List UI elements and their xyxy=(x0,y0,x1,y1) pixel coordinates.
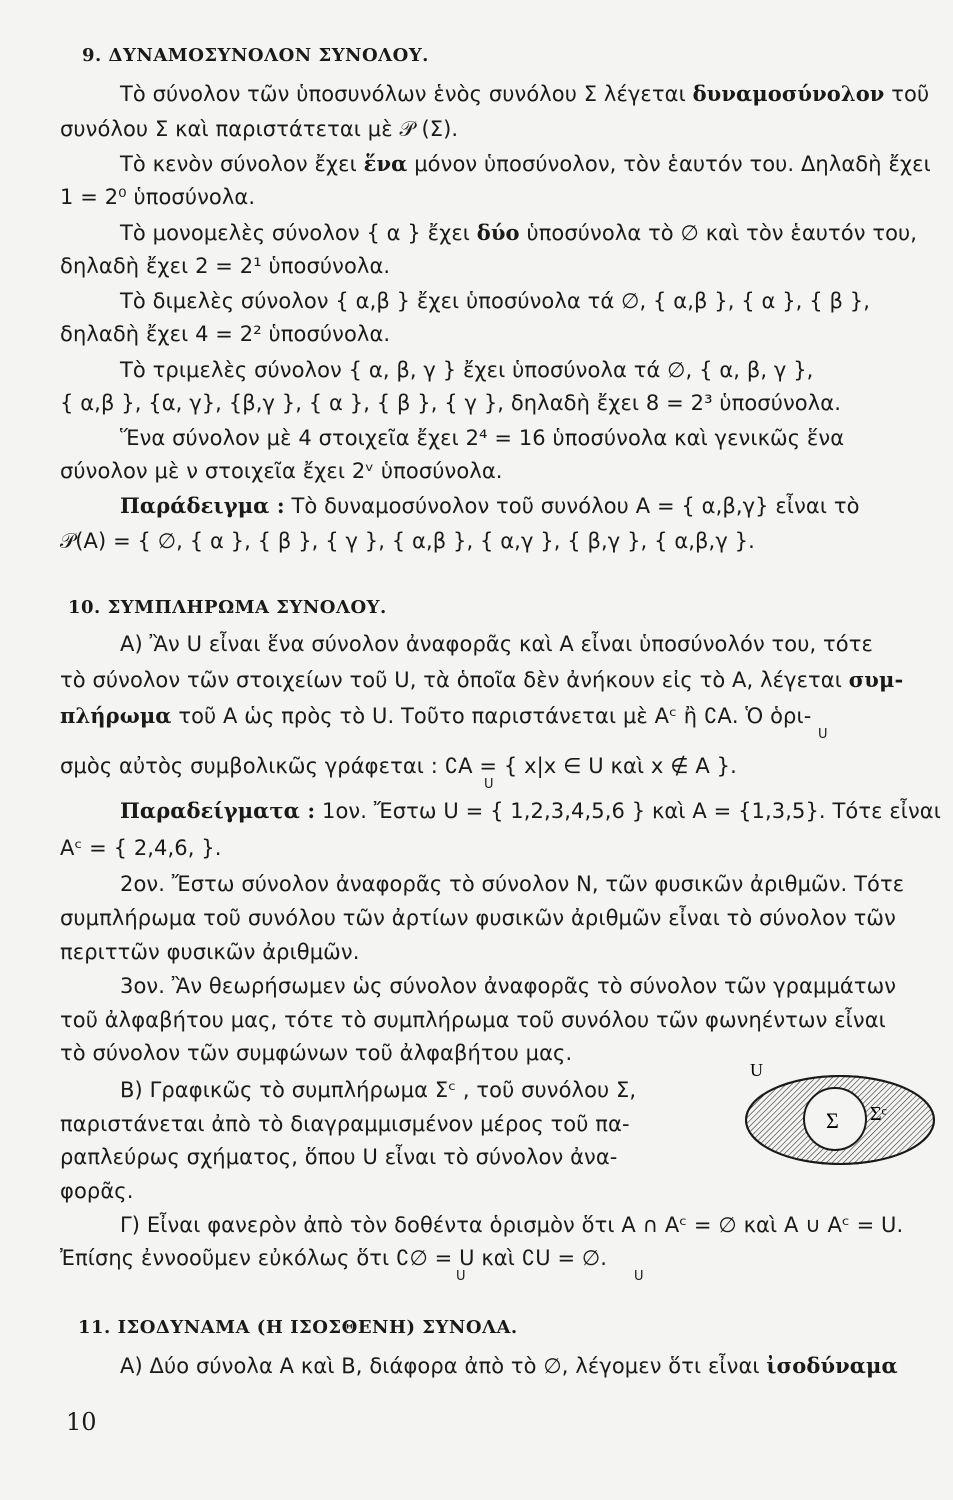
text-line: Β) Γραφικῶς τὸ συμπλήρωμα Σᶜ , τοῦ συνόλου Σ, xyxy=(120,1078,637,1102)
text-line: τοῦ ἀλφαβήτου μας, τότε τὸ συμπλήρωμα τοῦ συνόλου τῶν φωνηέντων εἶναι xyxy=(60,1008,886,1032)
text-line: 1 = 2⁰ ὑποσύνολα. xyxy=(60,185,256,209)
text-line: δηλαδὴ ἔχει 2 = 2¹ ὑποσύνολα. xyxy=(60,254,391,278)
text-line: { α,β }, {α, γ}, {β,γ }, { α }, { β }, { γ }, δηλαδὴ ἔχει 8 = 2³ ὑποσύνολα. xyxy=(60,391,841,415)
text-line: δηλαδὴ ἔχει 4 = 2² ὑποσύνολα. xyxy=(60,322,391,346)
text-span: τὸ σύνολον τῶν στοιχείων τοῦ U, τὰ ὁποῖα δὲν ἀνήκουν εἰς τὸ Α, λέγεται xyxy=(60,668,842,692)
text-line: περιττῶν φυσικῶν ἀριθμῶν. xyxy=(60,940,360,964)
text-line: 𝒫(Α) = { ∅, { α }, { β }, { γ }, { α,β }, { α,γ }, { β,γ }, { α,β,γ }. xyxy=(60,529,755,553)
text-line: Γ) Εἶναι φανερὸν ἀπὸ τὸν δοθέντα ὁρισμὸν ὅτι Α ∩ Αᶜ = ∅ καὶ Α ∪ Αᶜ = U. xyxy=(120,1213,904,1237)
text-line: Α) Ἂν U εἶναι ἕνα σύνολον ἀναφορᾶς καὶ Α εἶναι ὑποσύνολόν του, τότε xyxy=(120,632,873,656)
text-span: Τὸ μονομελὲς σύνολον { α } ἔχει xyxy=(120,221,470,245)
subscript: U xyxy=(818,727,828,742)
text-line xyxy=(60,666,936,694)
page-number: 10 xyxy=(66,1408,97,1436)
text-line xyxy=(120,80,936,108)
universe-label: U xyxy=(750,1062,763,1080)
text-line xyxy=(120,1352,936,1380)
bold-term: συμ- xyxy=(848,667,904,692)
complement-label: Σᶜ xyxy=(870,1103,887,1125)
text-span: 1ον. Ἔστω U = { 1,2,3,4,5,6 } καὶ Α = {1,3,5}. Τότε εἶναι xyxy=(321,799,941,823)
text-line: Ἐπίσης ἐννοοῦμεν εὐκόλως ὅτι ∁∅ = U καὶ ∁U = ∅. xyxy=(60,1246,608,1270)
section-10-heading: 10. ΣΥΜΠΛΗΡΩΜΑ ΣΥΝΟΛΟΥ. xyxy=(68,597,387,618)
text-span: Α) Δύο σύνολα Α καὶ Β, διάφορα ἀπὸ τὸ ∅, λέγομεν ὅτι εἶναι xyxy=(120,1354,760,1378)
text-span: ὑποσύνολα τὸ ∅ καὶ τὸν ἑαυτόν του, xyxy=(526,221,918,245)
text-line: παριστάνεται ἀπὸ τὸ διαγραμμισμένον μέρος τοῦ πα- xyxy=(60,1112,630,1136)
example-line xyxy=(120,492,936,520)
text-span: τοῦ xyxy=(891,82,930,106)
subscript: U xyxy=(456,1269,466,1284)
text-span: μόνον ὑποσύνολον, τὸν ἑαυτόν του. Δηλαδὴ ἔχει xyxy=(414,152,931,176)
bold-term: πλήρωμα xyxy=(60,703,172,728)
subscript: U xyxy=(634,1269,644,1284)
section-9-heading: 9. ΔΥΝΑΜΟΣΥΝΟΛΟΝ ΣΥΝΟΛΟΥ. xyxy=(82,45,429,66)
subscript: U xyxy=(484,777,494,792)
example-line xyxy=(120,797,941,825)
text-line: σύνολον μὲ ν στοιχεῖα ἔχει 2ᵛ ὑποσύνολα. xyxy=(60,459,503,483)
venn-diagram xyxy=(740,1062,940,1172)
text-line: Τὸ τριμελὲς σύνολον { α, β, γ } ἔχει ὑποσύνολα τά ∅, { α, β, γ }, xyxy=(120,358,814,382)
text-line: 2ον. Ἔστω σύνολον ἀναφορᾶς τὸ σύνολον Ν, τῶν φυσικῶν ἀριθμῶν. Τότε xyxy=(120,872,905,896)
bold-term: ἕνα xyxy=(363,151,408,176)
text-line: Αᶜ = { 2,4,6, }. xyxy=(60,836,222,860)
text-span: Τὸ δυναμοσύνολον τοῦ συνόλου Α = { α,β,γ} εἶναι τὸ xyxy=(291,494,860,518)
bold-term: ἰσοδύναμα xyxy=(766,1353,898,1378)
text-span: τοῦ Α ὡς πρὸς τὸ U. Τοῦτο παριστάνεται μὲ Αᶜ ἢ ∁Α. Ὁ ὁρι- xyxy=(178,704,812,728)
text-line xyxy=(120,150,936,178)
bold-term: δυναμοσύνολον xyxy=(692,81,885,106)
bold-term: δύο xyxy=(476,220,520,245)
text-line: τὸ σύνολον τῶν συμφώνων τοῦ ἀλφαβήτου μας. xyxy=(60,1041,573,1065)
example-label: Παράδειγμα : xyxy=(120,493,285,518)
text-line: συνόλου Σ καὶ παριστάτεται μὲ 𝒫 (Σ). xyxy=(60,117,459,141)
text-line: ραπλεύρως σχήματος, ὅπου U εἶναι τὸ σύνολον ἀνα- xyxy=(60,1145,618,1169)
text-line: σμὸς αὐτὸς συμβολικῶς γράφεται : ∁Α = { x|x ∈ U καὶ x ∉ Α }. xyxy=(60,754,737,778)
text-line xyxy=(120,219,936,247)
text-span: Τὸ κενὸν σύνολον ἔχει xyxy=(120,152,357,176)
text-span: Τὸ σύνολον τῶν ὑποσυνόλων ἑνὸς συνόλου Σ λέγεται xyxy=(120,82,686,106)
text-line: φορᾶς. xyxy=(60,1179,134,1203)
text-line: Ἕνα σύνολον μὲ 4 στοιχεῖα ἔχει 2⁴ = 16 ὑποσύνολα καὶ γενικῶς ἕνα xyxy=(120,426,845,450)
text-line: συμπλήρωμα τοῦ συνόλου τῶν ἀρτίων φυσικῶν ἀριθμῶν εἶναι τὸ σύνολον τῶν xyxy=(60,906,896,930)
section-11-heading: 11. ΙΣΟΔΥΝΑΜΑ (Η ΙΣΟΣΘΕΝΗ) ΣΥΝΟΛΑ. xyxy=(78,1317,518,1338)
text-line xyxy=(60,702,936,730)
text-line: Τὸ διμελὲς σύνολον { α,β } ἔχει ὑποσύνολα τά ∅, { α,β }, { α }, { β }, xyxy=(120,289,870,313)
text-line: 3ον. Ἂν θεωρήσωμεν ὡς σύνολον ἀναφορᾶς τὸ σύνολον τῶν γραμμάτων xyxy=(120,974,897,998)
set-sigma-label: Σ xyxy=(826,1108,839,1133)
example-label: Παραδείγματα : xyxy=(120,798,316,823)
